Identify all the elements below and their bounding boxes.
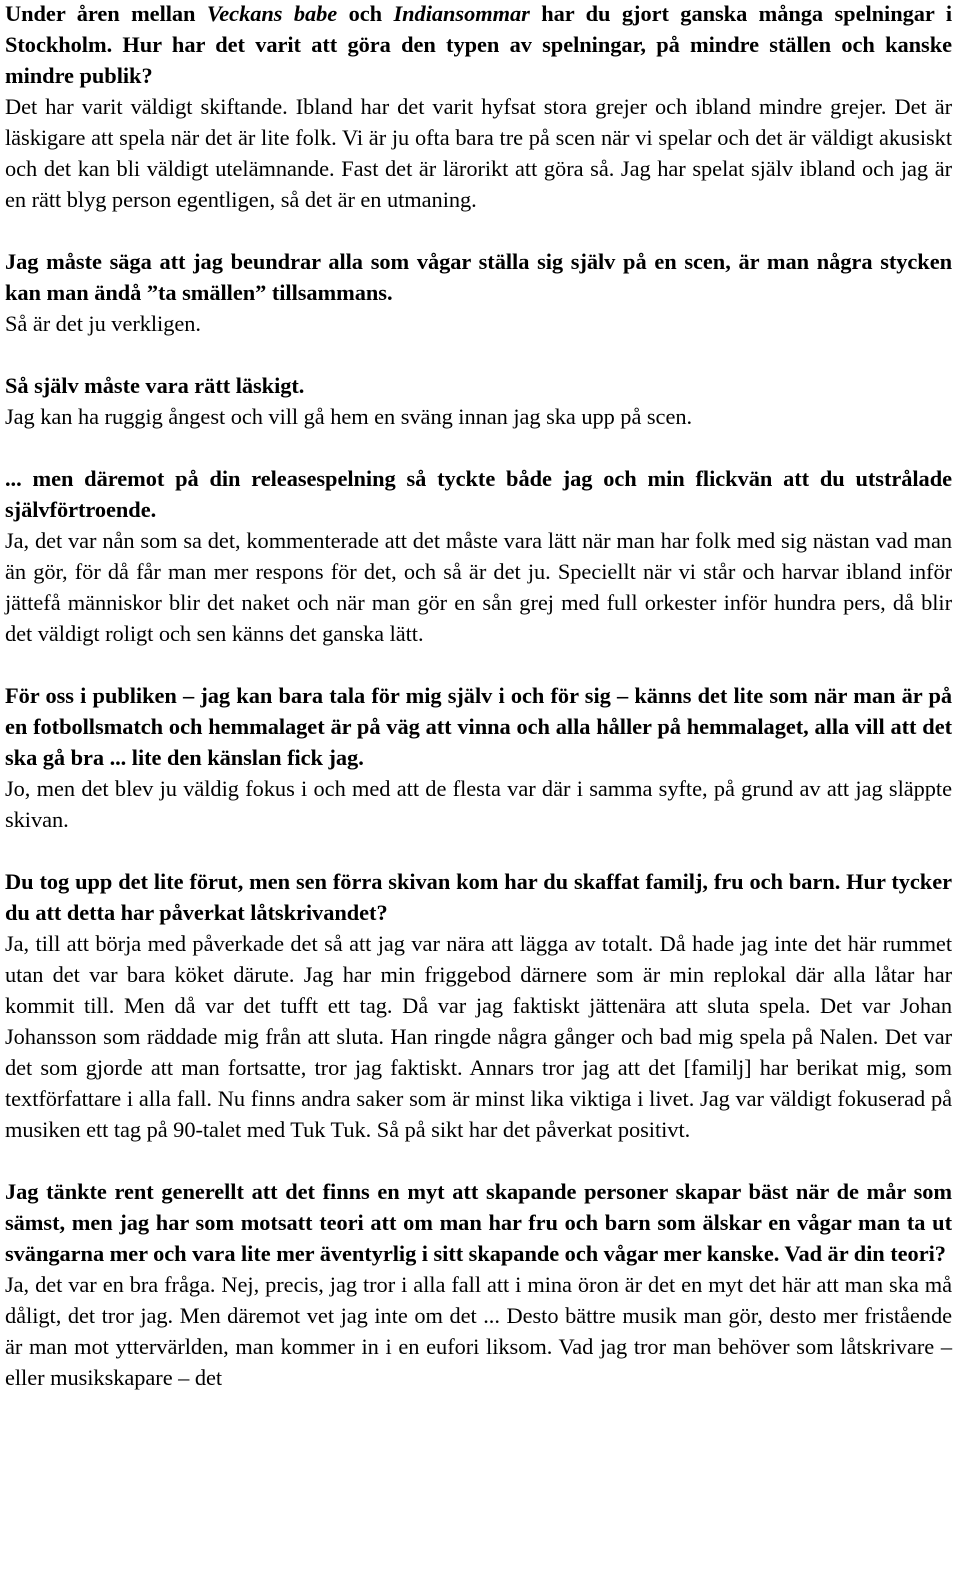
interview-answer: Ja, det var nån som sa det, kommenterade att det måste vara lätt när man har folk med sig nästan vad man än gör, för då får man mer respons för det, och så är det ju. Speciellt när vi står och harvar ibland inför jättefå människor blir det naket och när man gör en sån grej med full orkester inför hundra pers, då blir det väldigt roligt och sen känns det ganska lätt. xyxy=(5,528,952,646)
interview-question: Du tog upp det lite förut, men sen förra skivan kom har du skaffat familj, fru och barn. Hur tycker du att detta har påverkat låtskrivandet? xyxy=(5,869,952,925)
qa-block-4 xyxy=(5,463,952,649)
interview-question: ... men däremot på din releasespelning så tyckte både jag och min flickvän att du utstrålade självförtroende. xyxy=(5,466,952,522)
qa-block-3 xyxy=(5,370,952,432)
interview-question: Så själv måste vara rätt läskigt. xyxy=(5,373,305,398)
album-title-indiansommar: Indiansommar xyxy=(393,1,530,26)
interview-answer: Ja, det var en bra fråga. Nej, precis, jag tror i alla fall att i mina öron är det en myt det här att man ska må dåligt, det tror jag. Men däremot vet jag inte om det ... Desto bättre musik man gör, desto mer fristående är man mot yttervärlden, man kommer in i en eufori liksom. Vad jag tror man behöver som låtskrivare – eller musikskapare – det xyxy=(5,1272,952,1390)
interview-answer: Så är det ju verkligen. xyxy=(5,311,201,336)
interview-answer: Jo, men det blev ju väldig fokus i och med att de flesta var där i samma syfte, på grund av att jag släppte skivan. xyxy=(5,776,952,832)
album-title-veckans-babe: Veckans babe xyxy=(206,1,338,26)
interview-question: Jag måste säga att jag beundrar alla som vågar ställa sig själv på en scen, är man några stycken kan man ändå ”ta smällen” tillsammans. xyxy=(5,249,952,305)
qa-block-1 xyxy=(5,0,952,215)
interview-question: Jag tänkte rent generellt att det finns en myt att skapande personer skapar bäst när de mår som sämst, men jag har som motsatt teori att om man har fru och barn som älskar en vågar man ta ut svängarna mer och vara lite mer äventyrlig i sitt skapande och vågar mer kanske. Vad är din teori? xyxy=(5,1179,952,1266)
interview-question: För oss i publiken – jag kan bara tala för mig själv i och för sig – känns det lite som när man är på en fotbollsmatch och hemmalaget är på väg att vinna och alla håller på hemmalaget, alla vill att det ska gå bra ... lite den känslan fick jag. xyxy=(5,683,952,770)
interview-answer: Jag kan ha ruggig ångest och vill gå hem en sväng innan jag ska upp på scen. xyxy=(5,404,693,429)
qa-block-2 xyxy=(5,246,952,339)
interview-answer: Det har varit väldigt skiftande. Ibland har det varit hyfsat stora grejer och ibland mindre grejer. Det är läskigare att spela när det är lite folk. Vi är ju ofta bara tre på scen när vi spelar och det är väldigt akusiskt och det kan bli väldigt utelämnande. Fast det är lärorikt att göra så. Jag har spelat själv ibland och jag är en rätt blyg person egentligen, så det är en utmaning. xyxy=(5,94,952,212)
qa-block-5 xyxy=(5,680,952,835)
interview-question: Under åren mellan Veckans babe och Indiansommar har du gjort ganska många spelningar i Stockholm. Hur har det varit att göra den typen av spelningar, på mindre ställen och kanske mindre publik? xyxy=(5,1,952,88)
qa-block-7 xyxy=(5,1176,952,1393)
qa-block-6 xyxy=(5,866,952,1145)
interview-answer: Ja, till att börja med påverkade det så att jag var nära att lägga av totalt. Då hade jag inte det här rummet utan det var bara köket därute. Jag har min friggebod därnere som är min replokal där alla låtar har kommit till. Men då var det tufft ett tag. Då var jag faktiskt jättenära att sluta spela. Det var Johan Johansson som räddade mig från att sluta. Han ringde några gånger och bad mig spela på Nalen. Det var det som gjorde att man fortsatte, tror jag faktiskt. Annars tror jag att det [familj] har berikat mig, som textförfattare i alla fall. Nu finns andra saker som är minst lika viktiga i livet. Jag var väldigt fokuserad på musiken ett tag på 90-talet med Tuk Tuk. Så på sikt har det påverkat positivt. xyxy=(5,931,952,1142)
